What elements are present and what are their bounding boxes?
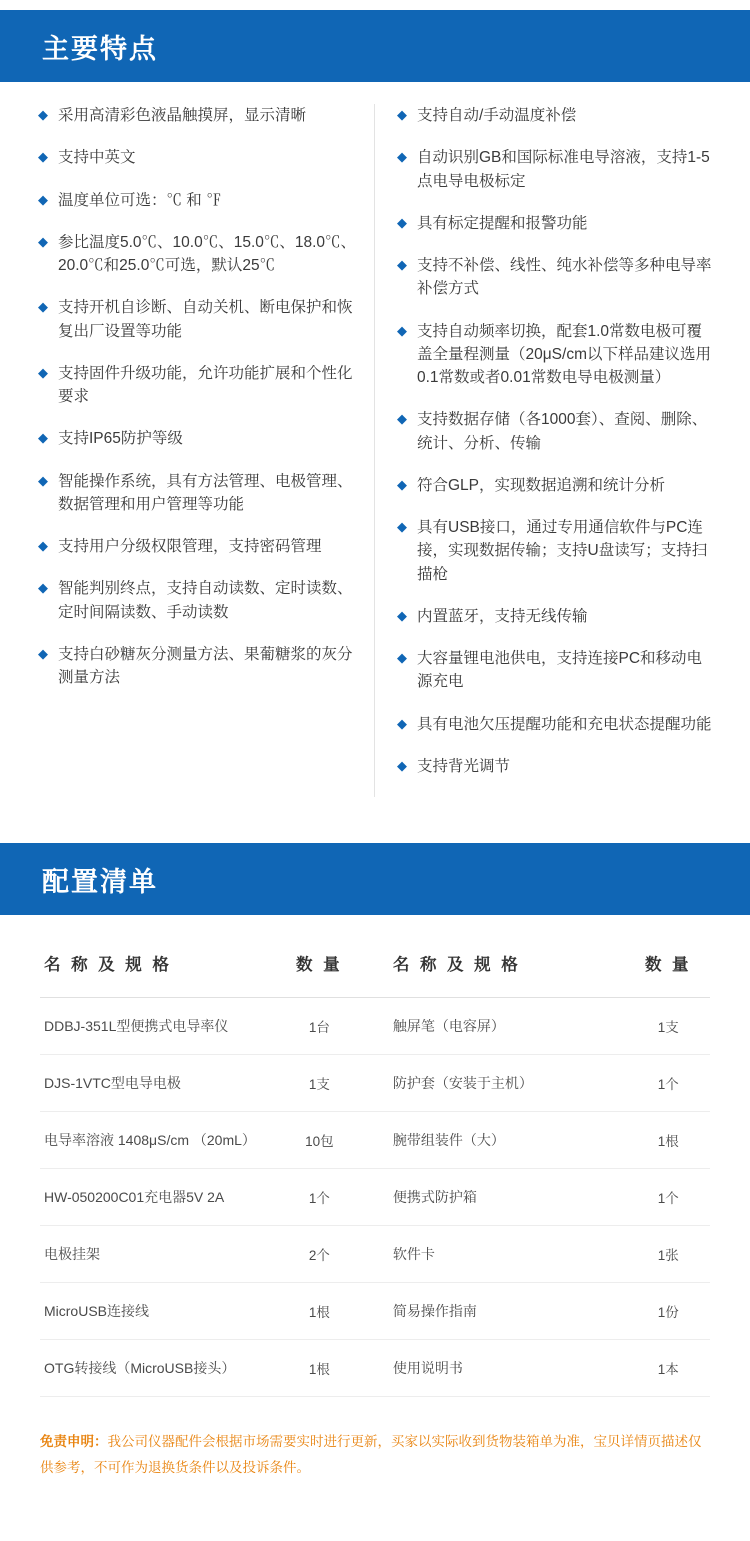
item-name: DDBJ-351L型便携式电导率仪: [40, 998, 278, 1055]
diamond-bullet-icon: ◆: [397, 650, 407, 665]
diamond-bullet-icon: ◆: [397, 607, 407, 623]
feature-item: [397, 755, 712, 778]
feature-item: [38, 427, 360, 450]
item-qty: 1个: [626, 1055, 710, 1112]
item-name: 软件卡: [389, 1226, 627, 1283]
feature-text: 支持不补偿、线性、纯水补偿等多种电导率补偿方式: [417, 257, 712, 298]
config-section-title: 配置清单: [42, 866, 158, 897]
column-spacer: [361, 1283, 389, 1340]
item-name: 电导率溶液 1408μS/cm （20mL）: [40, 1112, 278, 1169]
column-spacer: [361, 941, 389, 998]
item-qty: 1个: [278, 1169, 361, 1226]
table-row: [40, 998, 710, 1055]
config-list: [0, 915, 750, 1407]
features-column-right: [375, 104, 720, 797]
config-table: [40, 941, 710, 1397]
disclaimer: [0, 1407, 750, 1514]
item-qty: 2个: [278, 1226, 361, 1283]
diamond-bullet-icon: ◆: [397, 715, 407, 731]
table-row: [40, 1283, 710, 1340]
feature-item: [397, 320, 712, 390]
features-list: [0, 82, 750, 813]
feature-text: 支持自动频率切换，配套1.0常数电极可覆盖全量程测量（20μS/cm以下样品建议选用0.1常数或者0.01常数电导电极测量）: [417, 322, 711, 386]
diamond-bullet-icon: ◆: [397, 107, 407, 122]
feature-item: [38, 470, 360, 517]
feature-text: 符合GLP，实现数据追溯和统计分析: [417, 476, 666, 494]
feature-item: [397, 647, 712, 694]
feature-item: [397, 713, 712, 736]
features-section-title: 主要特点: [42, 33, 158, 64]
column-spacer: [361, 1112, 389, 1169]
diamond-bullet-icon: ◆: [397, 519, 407, 534]
feature-text: 支持数据存储（各1000套）、查阅、删除、统计、分析、传输: [417, 411, 708, 452]
feature-item: [397, 408, 712, 455]
item-qty: 1根: [278, 1283, 361, 1340]
feature-text: 大容量锂电池供电，支持连接PC和移动电源充电: [417, 650, 703, 691]
item-qty: 1支: [626, 998, 710, 1055]
table-header-row: [40, 941, 710, 998]
column-spacer: [361, 1340, 389, 1397]
feature-item: [397, 212, 712, 235]
item-qty: 1个: [626, 1169, 710, 1226]
diamond-bullet-icon: ◆: [38, 538, 48, 553]
feature-text: 采用高清彩色液晶触摸屏，显示清晰: [58, 107, 307, 124]
feature-text: 内置蓝牙，支持无线传输: [417, 607, 588, 625]
feature-text: 自动识别GB和国际标准电导溶液，支持1-5点电导电极标定: [417, 149, 710, 190]
column-header-qty-right: 数 量: [626, 941, 710, 998]
diamond-bullet-icon: ◆: [38, 364, 48, 380]
table-row: [40, 1226, 710, 1283]
disclaimer-label: 免责申明：: [40, 1434, 108, 1449]
feature-text: 支持中英文: [58, 149, 136, 167]
feature-text: 具有电池欠压提醒功能和充电状态提醒功能: [417, 715, 712, 733]
table-row: [40, 1112, 710, 1169]
feature-item: [38, 362, 360, 409]
feature-item: [397, 146, 712, 193]
feature-item: [38, 643, 360, 690]
item-qty: 1根: [278, 1340, 361, 1397]
diamond-bullet-icon: ◆: [38, 233, 48, 249]
column-header-qty-left: 数 量: [278, 941, 361, 998]
item-name: 电极挂架: [40, 1226, 278, 1283]
diamond-bullet-icon: ◆: [38, 430, 48, 446]
feature-text: 温度单位可选：℃ 和 ℉: [58, 191, 222, 209]
section-spacer: [0, 813, 750, 843]
feature-text: 参比温度5.0℃、10.0℃、15.0℃、18.0℃、20.0℃和25.0℃可选，默认25℃: [58, 233, 357, 274]
table-row: [40, 1169, 710, 1226]
diamond-bullet-icon: ◆: [38, 191, 48, 207]
column-spacer: [361, 1226, 389, 1283]
feature-text: 支持白砂糖灰分测量方法、果葡糖浆的灰分测量方法: [58, 645, 353, 686]
diamond-bullet-icon: ◆: [397, 757, 407, 773]
column-spacer: [361, 998, 389, 1055]
feature-item: [38, 231, 360, 278]
feature-text: 支持自动/手动温度补偿: [417, 107, 577, 124]
diamond-bullet-icon: ◆: [397, 411, 407, 427]
feature-item: [38, 535, 360, 558]
feature-text: 具有USB接口，通过专用通信软件与PC连接，实现数据传输；支持U盘读写；支持扫描枪: [417, 519, 708, 583]
item-name: MicroUSB连接线: [40, 1283, 278, 1340]
feature-item: [38, 296, 360, 343]
diamond-bullet-icon: ◆: [397, 322, 407, 338]
feature-item: [38, 146, 360, 169]
feature-item: [397, 474, 712, 497]
config-section-header: [0, 843, 750, 915]
feature-text: 支持背光调节: [417, 757, 511, 775]
diamond-bullet-icon: ◆: [397, 257, 407, 272]
feature-text: 智能判别终点，支持自动读数、定时读数、定时间隔读数、手动读数: [58, 580, 353, 621]
item-name: 防护套（安装于主机）: [389, 1055, 627, 1112]
item-qty: 1根: [626, 1112, 710, 1169]
item-qty: 1张: [626, 1226, 710, 1283]
diamond-bullet-icon: ◆: [397, 214, 407, 230]
feature-text: 支持IP65防护等级: [58, 430, 183, 448]
diamond-bullet-icon: ◆: [397, 149, 407, 165]
diamond-bullet-icon: ◆: [38, 299, 48, 315]
item-name: 使用说明书: [389, 1340, 627, 1397]
diamond-bullet-icon: ◆: [38, 580, 48, 596]
diamond-bullet-icon: ◆: [38, 472, 48, 488]
item-qty: 1份: [626, 1283, 710, 1340]
item-qty: 10包: [278, 1112, 361, 1169]
diamond-bullet-icon: ◆: [397, 476, 407, 492]
column-spacer: [361, 1055, 389, 1112]
feature-text: 支持固件升级功能，允许功能扩展和个性化要求: [58, 364, 353, 405]
column-spacer: [361, 1169, 389, 1226]
feature-item: [38, 189, 360, 212]
item-name: 腕带组装件（大）: [389, 1112, 627, 1169]
feature-item: [38, 577, 360, 624]
feature-text: 支持开机自诊断、自动关机、断电保护和恢复出厂设置等功能: [58, 299, 353, 340]
diamond-bullet-icon: ◆: [38, 107, 48, 122]
feature-item: [397, 605, 712, 628]
item-name: DJS-1VTC型电导电极: [40, 1055, 278, 1112]
feature-item: [397, 104, 712, 127]
disclaimer-text: 我公司仪器配件会根据市场需要实时进行更新，买家以实际收到货物装箱单为准，宝贝详情页描述仅供参考，不可作为退换货条件以及投诉条件。: [40, 1434, 702, 1475]
feature-item: [397, 254, 712, 301]
item-name: HW-050200C01充电器5V 2A: [40, 1169, 278, 1226]
feature-text: 具有标定提醒和报警功能: [417, 214, 588, 232]
features-section-header: [0, 10, 750, 82]
feature-item: [397, 516, 712, 586]
feature-text: 智能操作系统，具有方法管理、电极管理、数据管理和用户管理等功能: [58, 472, 353, 513]
item-qty: 1支: [278, 1055, 361, 1112]
table-row: [40, 1340, 710, 1397]
item-name: 简易操作指南: [389, 1283, 627, 1340]
item-qty: 1台: [278, 998, 361, 1055]
column-header-name-right: 名 称 及 规 格: [389, 941, 627, 998]
features-column-left: [30, 104, 375, 797]
item-name: 触屏笔（电容屏）: [389, 998, 627, 1055]
item-name: OTG转接线（MicroUSB接头）: [40, 1340, 278, 1397]
feature-item: [38, 104, 360, 127]
item-qty: 1本: [626, 1340, 710, 1397]
column-header-name-left: 名 称 及 规 格: [40, 941, 278, 998]
item-name: 便携式防护箱: [389, 1169, 627, 1226]
table-row: [40, 1055, 710, 1112]
feature-text: 支持用户分级权限管理，支持密码管理: [58, 538, 322, 555]
diamond-bullet-icon: ◆: [38, 149, 48, 165]
diamond-bullet-icon: ◆: [38, 645, 48, 661]
